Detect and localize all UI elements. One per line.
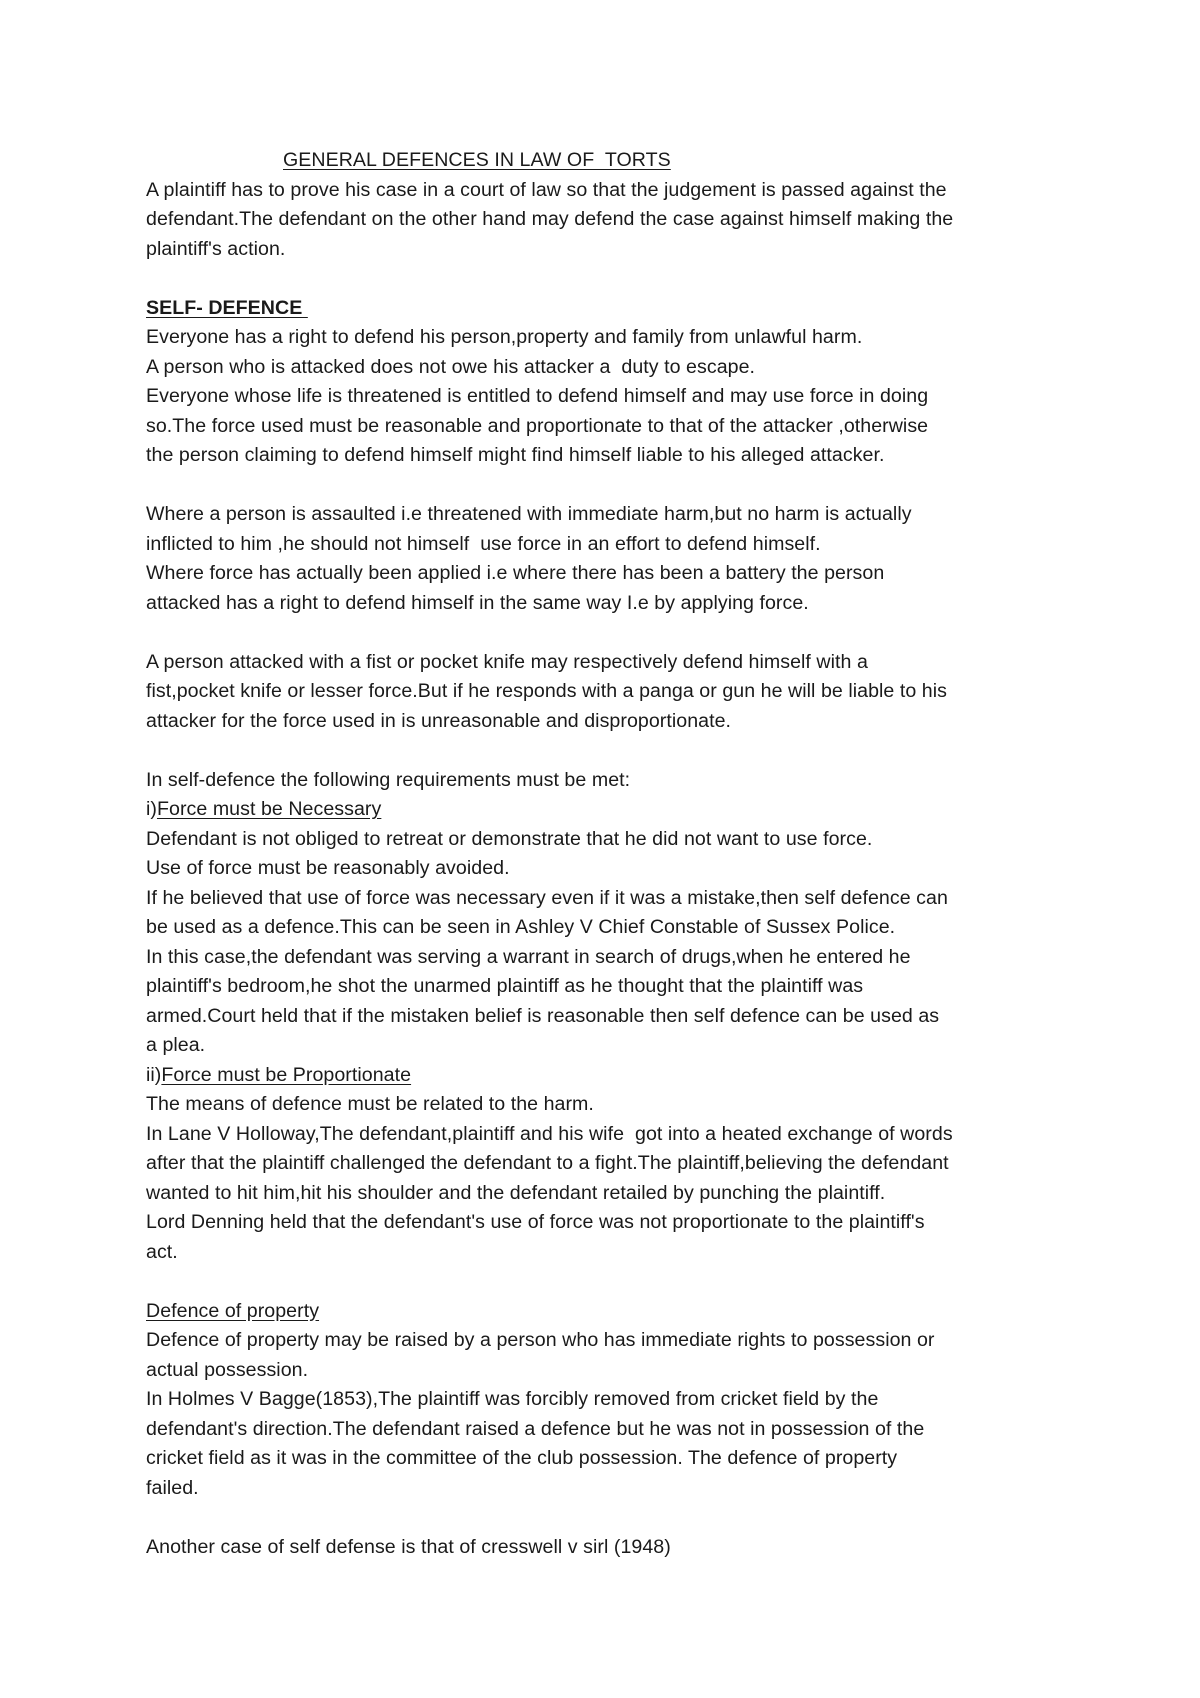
text-line: attacker for the force used in is unreasonable and disproportionate. [146,709,732,732]
text-line: Use of force must be reasonably avoided. [146,857,510,879]
self-defence-paragraph-3 [146,648,1076,737]
text-line: In Holmes V Bagge(1853),The plaintiff was forcibly removed from cricket field by the [146,1388,879,1410]
text-line: attacked has a right to defend himself in the same way I.e by applying force. [146,591,809,614]
text-line: plaintiff's action. [146,237,286,260]
text-line: A plaintiff has to prove his case in a court of law so that the judgement is passed against the [146,178,947,201]
text-line: Where a person is assaulted i.e threatened with immediate harm,but no harm is actually [146,503,912,525]
text-line: Defendant is not obliged to retreat or demonstrate that he did not want to use force. [146,827,873,850]
closing-line: Another case of self defense is that of cresswell v sirl (1948) [146,1535,671,1558]
text-line: A person attacked with a fist or pocket knife may respectively defend himself with a [146,650,868,673]
text-line: cricket field as it was in the committee of the club possession. The defence of property [146,1447,898,1469]
text-line: Where force has actually been applied i.e where there has been a battery the person [146,562,885,584]
text-line: the person claiming to defend himself might find himself liable to his alleged attacker. [146,444,885,466]
text-line: a plea. [146,1034,206,1056]
requirement-1-body [146,825,1076,1061]
text-line: inflicted to him ,he should not himself use force in an effort to defend himself. [146,532,821,555]
text-line: fist,pocket knife or lesser force.But if he responds with a panga or gun he will be liable to his [146,680,948,702]
text-line: If he believed that use of force was necessary even if it was a mistake,then self defence can [146,886,948,909]
text-line: Lord Denning held that the defendant's use of force was not proportionate to the plaintiff's [146,1211,925,1233]
text-line: failed. [146,1476,199,1499]
text-line: In Lane V Holloway,The defendant,plaintiff and his wife got into a heated exchange of words [146,1122,953,1145]
text-line: wanted to hit him,hit his shoulder and the defendant retailed by punching the plaintiff. [146,1181,886,1204]
text-line: so.The force used must be reasonable and proportionate to that of the attacker ,otherwise [146,414,929,437]
text-line: be used as a defence.This can be seen in Ashley V Chief Constable of Sussex Police. [146,916,896,938]
requirement-1-heading [146,795,1076,825]
requirements-intro: In self-defence the following requirements must be met: [146,768,631,791]
requirement-1-prefix: i) [146,798,157,820]
text-line: Everyone has a right to defend his person,property and family from unlawful harm. [146,326,863,348]
text-line: The means of defence must be related to the harm. [146,1093,594,1115]
section-heading-self-defence: SELF- DEFENCE [146,296,308,319]
section-heading-defence-of-property: Defence of property [146,1299,320,1322]
text-line: Everyone whose life is threatened is entitled to defend himself and may use force in doing [146,385,929,407]
text-line: after that the plaintiff challenged the defendant to a fight.The plaintiff,believing the defendant [146,1152,949,1174]
text-line: defendant.The defendant on the other hand may defend the case against himself making the [146,208,954,230]
requirement-2-prefix: ii) [146,1063,162,1086]
requirement-2-title: Force must be Proportionate [161,1063,412,1086]
requirement-2-body [146,1090,1076,1267]
spacer [146,736,1076,766]
self-defence-paragraph-2 [146,500,1076,618]
text-line: A person who is attacked does not owe his attacker a duty to escape. [146,355,756,378]
text-line: armed.Court held that if the mistaken belief is reasonable then self defence can be used as [146,1004,940,1027]
defence-of-property-body [146,1326,1076,1503]
text-line: defendant's direction.The defendant raised a defence but he was not in possession of the [146,1417,925,1440]
intro-paragraph [146,176,1076,265]
text-line: In this case,the defendant was serving a warrant in search of drugs,when he entered he [146,945,911,968]
requirement-2-heading [146,1061,1076,1091]
spacer [146,1503,1076,1533]
text-line: Defence of property may be raised by a person who has immediate rights to possession or [146,1329,935,1351]
spacer [146,471,1076,501]
requirement-1-title: Force must be Necessary [156,798,382,820]
text-line: actual possession. [146,1358,309,1381]
text-line: act. [146,1240,178,1263]
spacer [146,618,1076,648]
document-page [146,146,1076,1562]
text-line: plaintiff's bedroom,he shot the unarmed plaintiff as he thought that the plaintiff was [146,975,864,997]
spacer [146,264,1076,294]
spacer [146,1267,1076,1297]
document-title: GENERAL DEFENCES IN LAW OF TORTS [283,149,671,171]
self-defence-paragraph-1 [146,323,1076,471]
